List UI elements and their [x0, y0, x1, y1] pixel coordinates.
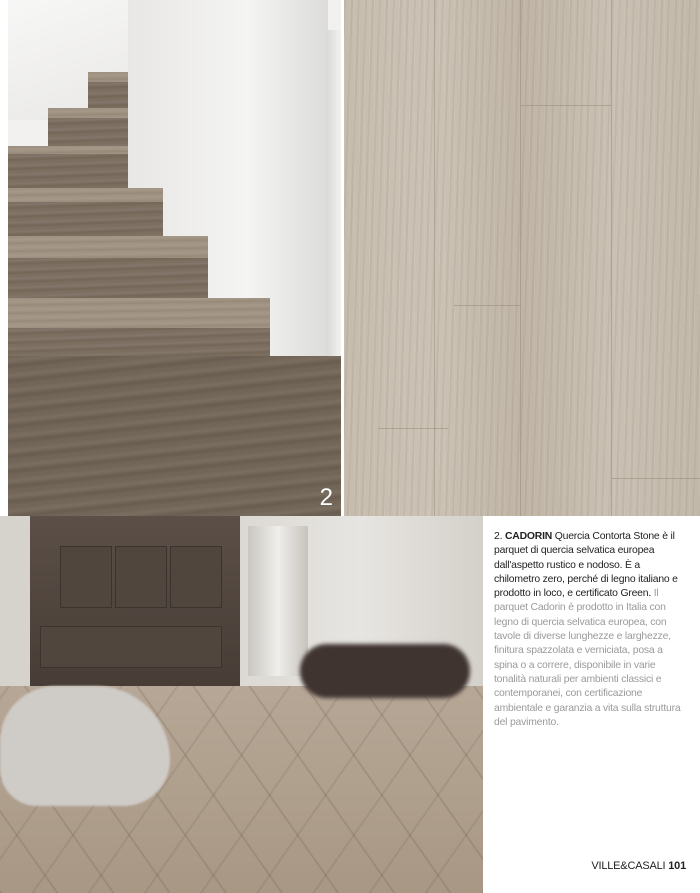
parquet-closeup-photo — [344, 0, 700, 516]
curtain — [248, 526, 308, 676]
product-caption — [494, 530, 686, 730]
page-folio — [591, 860, 686, 872]
caption-text: Quercia Contorta Stone è il parquet di quercia selvatica europea dall'aspetto rustico e nodoso. È a chilometro zero, perché di legno italiano e prodotto in loco, e certificato Green. — [494, 531, 678, 600]
caption-details: Il parquet Cadorin è prodotto in Italia con legno di quercia selvatica europea, con tavole di diverse lunghezze e larghezze, finitura spazzolata e verniciata, posa a spina o a correre, disponibile in varie tonalità naturali per ambienti classici e contemporanei, con certificazione ambientale e garanzia a vita sulla struttura del pavimento. — [494, 588, 681, 728]
cabinet-panel — [40, 626, 222, 668]
cabinet-panel — [170, 546, 222, 608]
stair-step — [8, 146, 128, 194]
parquet-plank — [612, 0, 700, 516]
interior-chevron-photo — [0, 516, 483, 893]
page-number: 101 — [668, 860, 686, 872]
caption-brand: CADORIN — [504, 531, 553, 542]
plank-seam — [612, 478, 700, 479]
glass-balustrade — [326, 30, 341, 410]
cabinet-panel — [115, 546, 167, 608]
plank-seam — [521, 105, 611, 106]
plank-seam — [378, 428, 448, 429]
magazine-name: VILLE&CASALI — [591, 860, 666, 872]
white-armchair — [0, 686, 170, 806]
cabinet-panel — [60, 546, 112, 608]
photo-number: 2 — [319, 484, 333, 511]
parquet-plank — [435, 0, 520, 516]
dark-sofa — [300, 644, 470, 698]
plank-seam — [454, 305, 520, 306]
parquet-plank — [521, 0, 611, 516]
stair-step — [88, 72, 128, 112]
stair-step — [48, 108, 128, 150]
stairs-landing — [8, 356, 341, 516]
parquet-plank — [344, 0, 434, 516]
caption-number: 2. — [494, 531, 503, 542]
staircase-photo — [8, 0, 341, 516]
